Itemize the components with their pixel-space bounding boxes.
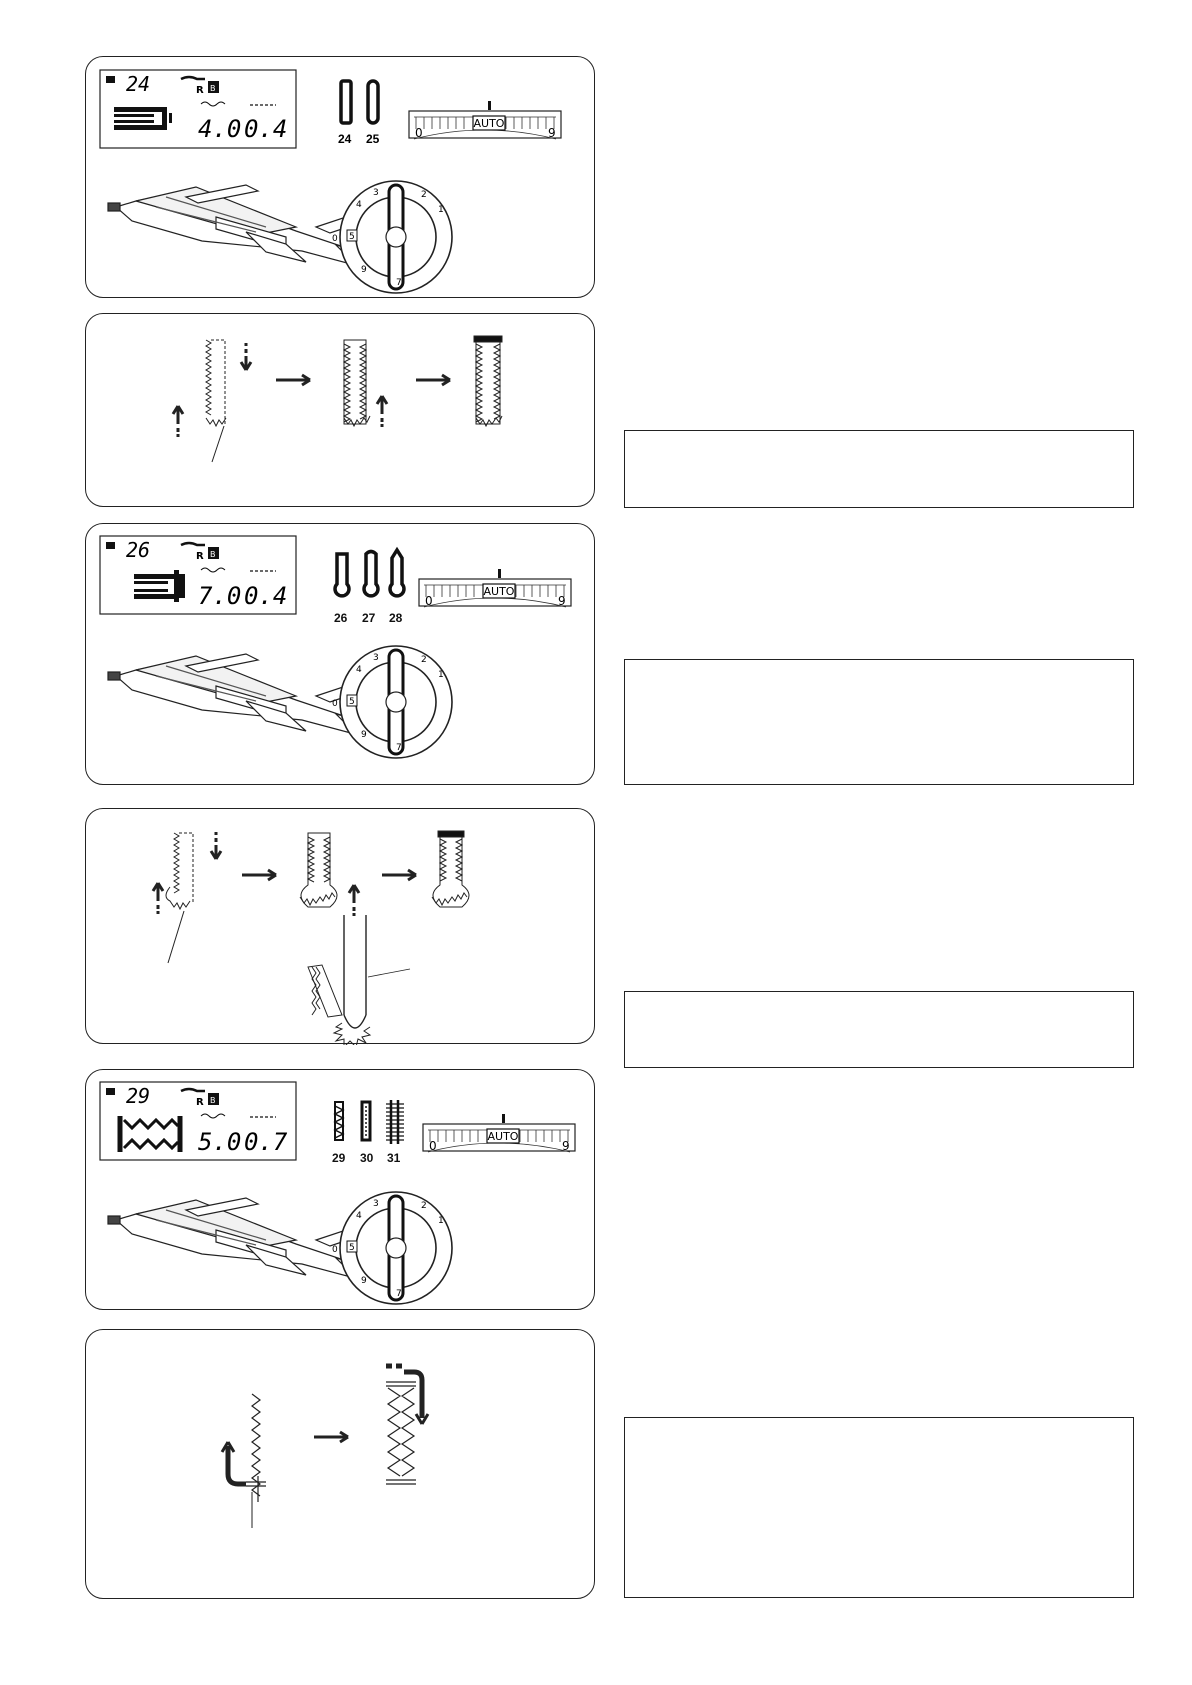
svg-text:R: R [196, 551, 204, 562]
buttonhole-foot-illustration [108, 185, 376, 267]
svg-text:5: 5 [349, 1243, 355, 1253]
svg-text:3: 3 [373, 653, 379, 663]
note-box-1 [624, 430, 1134, 508]
panel-square-buttonhole-sequence [85, 313, 595, 507]
lcd-pattern-number: 29 [126, 1084, 151, 1108]
svg-text:B: B [210, 550, 216, 559]
panel-stretch-buttonhole-sequence [85, 1329, 595, 1599]
keyhole-step-3 [432, 831, 469, 907]
note-box-4 [624, 1417, 1134, 1598]
tension-dial [332, 181, 452, 293]
svg-text:0: 0 [425, 594, 433, 608]
tension-marker: 5 [349, 232, 355, 242]
svg-text:3: 3 [373, 188, 379, 198]
svg-text:27: 27 [362, 611, 376, 625]
tension-dial [332, 646, 452, 758]
lcd-display [100, 1082, 296, 1160]
lcd-stretch-graphic [120, 1116, 180, 1152]
svg-text:2: 2 [421, 655, 427, 665]
svg-text:0: 0 [332, 234, 338, 244]
auto-label: AUTO [473, 117, 505, 130]
svg-text:0: 0 [415, 126, 423, 140]
note-box-2 [624, 659, 1134, 785]
svg-text:7: 7 [396, 1289, 402, 1299]
svg-text:AUTO: AUTO [487, 1130, 519, 1143]
lcd-stitch-width: 5.0 [198, 1128, 242, 1156]
lcd-stitch-length: 0.7 [244, 1128, 288, 1156]
svg-text:1: 1 [438, 1216, 444, 1226]
memory-icon [106, 76, 115, 83]
svg-text:2: 2 [421, 1201, 427, 1211]
lcd-stitch-width: 7.0 [198, 582, 242, 610]
svg-text:9: 9 [361, 1276, 367, 1286]
svg-text:0: 0 [332, 699, 338, 709]
lcd-stitch-width: 4.0 [198, 115, 242, 143]
thread-tension-scale [419, 569, 571, 608]
svg-text:1: 1 [438, 670, 444, 680]
lcd-r-label: R [196, 85, 204, 96]
svg-text:B: B [210, 1096, 216, 1105]
svg-text:26: 26 [334, 611, 348, 625]
lcd-display [100, 70, 296, 148]
lcd-pattern-number: 26 [126, 538, 151, 562]
svg-text:3: 3 [373, 1199, 379, 1209]
pattern-icons [334, 550, 404, 625]
lcd-keyhole-graphic [134, 570, 185, 602]
svg-text:28: 28 [389, 611, 403, 625]
svg-text:4: 4 [356, 200, 362, 210]
panel-keyhole-buttonhole-26-28-settings [85, 523, 595, 785]
keyhole-step-1 [153, 832, 276, 963]
svg-text:30: 30 [360, 1151, 374, 1165]
lcd-stitch-length: 0.4 [244, 582, 288, 610]
buttonhole-foot-illustration [108, 1198, 376, 1280]
panel-keyhole-buttonhole-sequence [85, 808, 595, 1044]
svg-text:9: 9 [361, 265, 367, 275]
svg-text:9: 9 [361, 730, 367, 740]
svg-text:0: 0 [429, 1139, 437, 1153]
svg-text:1: 1 [438, 205, 444, 215]
lcd-buttonhole-graphic [114, 107, 172, 130]
svg-text:B: B [210, 84, 216, 93]
svg-text:R: R [196, 1097, 204, 1108]
svg-text:9: 9 [562, 1139, 570, 1153]
lcd-display [100, 536, 296, 614]
tension-dial [332, 1192, 452, 1304]
pattern-icons [338, 81, 380, 146]
thread-tension-scale [423, 1114, 575, 1153]
svg-text:7: 7 [396, 743, 402, 753]
svg-text:7: 7 [396, 278, 402, 288]
note-box-3 [624, 991, 1134, 1068]
scale-pointer [488, 101, 491, 110]
square-buttonhole-step-2 [344, 340, 450, 427]
svg-text:0: 0 [332, 1245, 338, 1255]
pattern-icons [332, 1100, 404, 1165]
stretch-step-2 [386, 1366, 428, 1484]
svg-text:31: 31 [387, 1151, 401, 1165]
svg-text:9: 9 [548, 126, 556, 140]
lcd-pattern-number: 24 [126, 72, 151, 96]
foot-icon [181, 77, 205, 79]
lcd-stitch-length: 0.4 [244, 115, 288, 143]
panel-stretch-buttonhole-29-31-settings [85, 1069, 595, 1310]
panel-buttonhole-24-25-settings [85, 56, 595, 298]
pattern-25-label: 25 [366, 132, 380, 146]
svg-text:AUTO: AUTO [483, 585, 515, 598]
svg-text:4: 4 [356, 1211, 362, 1221]
svg-text:29: 29 [332, 1151, 346, 1165]
svg-text:5: 5 [349, 697, 355, 707]
pattern-24-label: 24 [338, 132, 352, 146]
thread-tension-scale [409, 101, 561, 140]
svg-text:2: 2 [421, 190, 427, 200]
stretch-step-1 [222, 1394, 348, 1528]
svg-text:9: 9 [558, 594, 566, 608]
buttonhole-foot-illustration [108, 654, 376, 736]
square-buttonhole-step-3 [474, 336, 502, 426]
awl-cutting-illustration [308, 915, 410, 1045]
square-buttonhole-step-1 [173, 340, 310, 462]
keyhole-step-2 [300, 833, 416, 916]
svg-text:4: 4 [356, 665, 362, 675]
